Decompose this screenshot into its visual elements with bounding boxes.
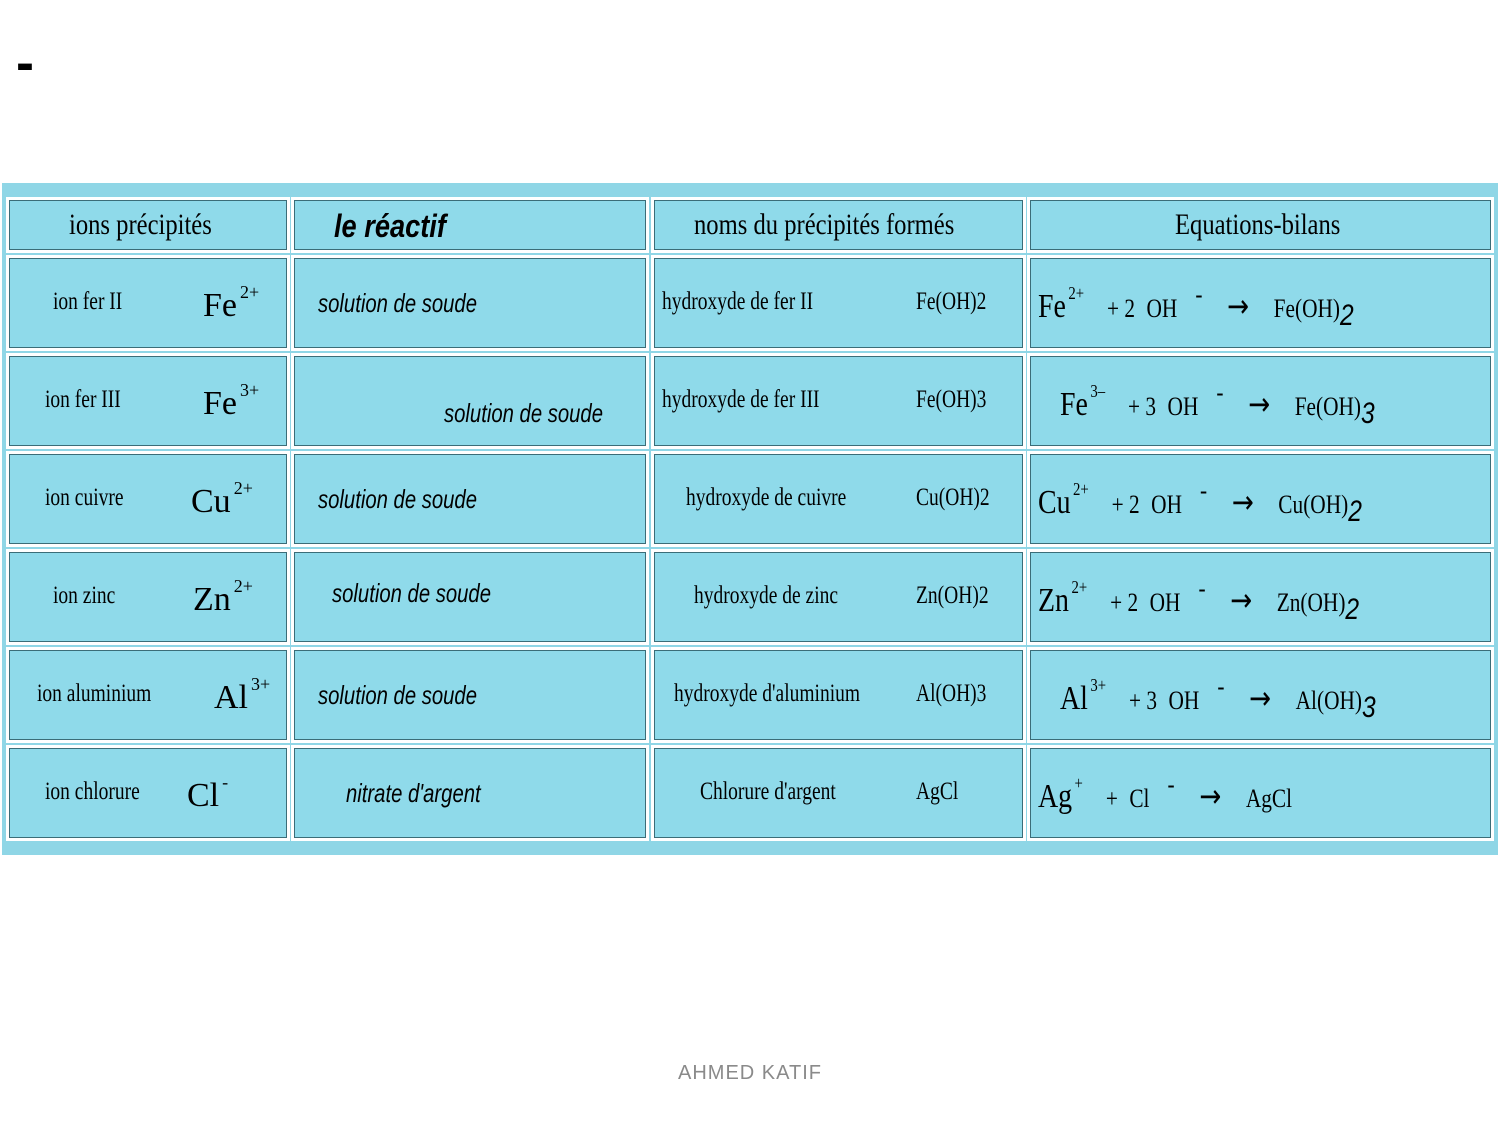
product-formula: Al(OH)3 [916,680,987,707]
equation [1038,476,1362,529]
ion-symbol [191,478,253,521]
ion-symbol-text: Fe [203,385,237,422]
equation [1038,574,1359,627]
reagent-cell [291,255,649,351]
equation-cell [1027,353,1494,449]
eq-ion: Cu [1038,484,1071,521]
eq-ion-charge: 2+ [1068,283,1085,303]
ion-cell [6,451,290,547]
eq-anion: OH [1168,686,1200,715]
ion-symbol [214,674,270,717]
product-formula: Fe(OH)2 [916,288,987,315]
eq-anion-charge: - [1200,476,1208,505]
equation [1060,378,1375,431]
reagent-text: nitrate d'argent [346,778,481,808]
reagent-text: solution de soude [318,288,477,318]
eq-ion: Al [1060,680,1088,717]
reagent-text: solution de soude [318,680,477,710]
product-cell [651,255,1026,351]
product-name: Chlorure d'argent [700,778,836,805]
eq-ion: Ag [1038,778,1073,815]
eq-anion-charge: - [1167,770,1175,799]
eq-anion-charge: - [1195,280,1203,309]
header-cell-precipites [651,197,1026,253]
eq-arrow-icon: → [1199,777,1222,815]
reagent-cell [291,647,649,743]
eq-product-subscript: 3 [1361,397,1375,430]
header-precipites: noms du précipités formés [694,208,955,241]
product-name: hydroxyde de zinc [694,582,839,609]
eq-ion-charge: 2+ [1073,479,1089,499]
eq-product: AgCl [1245,784,1293,813]
eq-arrow-icon: → [1248,385,1271,423]
product-formula: AgCl [916,778,959,805]
ion-symbol-text: Fe [203,287,237,324]
eq-coefficient: + 2 [1107,294,1136,323]
product-cell [651,451,1026,547]
eq-ion-charge: 3– [1090,381,1106,401]
ion-cell [6,353,290,449]
ion-charge: 3+ [240,380,260,400]
reagent-cell [291,451,649,547]
ion-charge: 2+ [233,478,253,498]
eq-arrow-icon: → [1231,483,1254,521]
slide-dash: - [16,33,34,93]
eq-anion: OH [1149,588,1181,617]
product-name: hydroxyde d'aluminium [674,680,861,707]
ion-name: ion chlorure [45,778,140,805]
header-cell-reactif [291,197,649,253]
eq-anion: OH [1167,392,1199,421]
eq-ion-charge: + [1074,773,1083,793]
reagent-text: solution de soude [444,398,603,428]
eq-anion-charge: - [1198,574,1206,603]
equation-cell [1027,255,1494,351]
header-cell-ions [6,197,290,253]
product-cell [651,647,1026,743]
ion-name: ion cuivre [45,484,124,511]
ion-name: ion aluminium [37,680,152,707]
equation-cell [1027,451,1494,547]
ion-charge: 2+ [233,576,253,596]
reagent-cell [291,549,649,645]
product-name: hydroxyde de fer III [662,386,820,413]
header-reactif: le réactif [334,208,446,244]
eq-arrow-icon: → [1227,287,1250,325]
product-cell [651,549,1026,645]
ion-cell [6,255,290,351]
eq-product-subscript: 3 [1361,691,1376,724]
ion-symbol-text: Al [214,679,248,716]
eq-product-subscript: 2 [1339,299,1354,332]
equation-cell [1027,745,1494,841]
eq-product: Cu(OH) [1278,490,1349,519]
product-name: hydroxyde de cuivre [686,484,847,511]
eq-ion-charge: 2+ [1071,577,1088,597]
eq-anion-charge: - [1216,378,1224,407]
reagent-text: solution de soude [332,578,491,608]
eq-product: Fe(OH) [1273,294,1340,323]
ion-symbol [193,576,253,619]
equation [1038,280,1354,333]
eq-arrow-icon: → [1249,679,1272,717]
ion-symbol-text: Cl [187,777,220,814]
equation [1038,770,1292,823]
precipitation-table [2,183,1498,855]
ion-symbol [187,772,228,815]
ion-cell [6,745,290,841]
ion-cell [6,647,290,743]
eq-ion-charge: 3+ [1090,675,1107,695]
eq-coefficient: + 3 [1129,686,1158,715]
eq-coefficient: + [1105,784,1118,813]
eq-product-subscript: 2 [1348,495,1362,528]
footer-author: AHMED KATIF [678,1062,822,1084]
eq-arrow-icon: → [1230,581,1253,619]
eq-ion: Fe [1060,386,1088,423]
product-name: hydroxyde de fer II [662,288,814,315]
eq-ion: Zn [1038,582,1069,619]
ion-charge: 2+ [240,282,260,302]
eq-anion-charge: - [1217,672,1225,701]
reagent-cell [291,745,649,841]
header-equations: Equations-bilans [1175,208,1341,241]
eq-anion: Cl [1129,784,1150,813]
eq-coefficient: + 2 [1111,490,1140,519]
product-cell [651,745,1026,841]
reagent-text: solution de soude [318,484,477,514]
equation-cell [1027,549,1494,645]
ion-cell [6,549,290,645]
ion-symbol [203,380,259,423]
product-formula: Zn(OH)2 [916,582,989,609]
ion-symbol [203,282,259,325]
reagent-cell [291,353,649,449]
ion-charge: 3+ [251,674,271,694]
header-cell-equations [1027,197,1494,253]
equation [1060,672,1376,725]
eq-coefficient: + 2 [1110,588,1139,617]
product-formula: Cu(OH)2 [916,484,990,511]
eq-ion: Fe [1038,288,1066,325]
eq-product: Al(OH) [1295,686,1362,715]
header-ions: ions précipités [69,208,212,241]
ion-name: ion zinc [53,582,116,609]
eq-product-subscript: 2 [1345,593,1360,626]
eq-product: Zn(OH) [1276,588,1346,617]
product-cell [651,353,1026,449]
equation-cell [1027,647,1494,743]
ion-symbol-text: Cu [191,483,231,520]
ion-name: ion fer II [53,288,123,315]
eq-anion: OH [1151,490,1182,519]
product-formula: Fe(OH)3 [916,386,987,413]
eq-anion: OH [1146,294,1178,323]
ion-symbol-text: Zn [193,581,231,618]
eq-product: Fe(OH) [1294,392,1362,421]
ion-charge: - [222,772,229,792]
eq-coefficient: + 3 [1128,392,1157,421]
ion-name: ion fer III [45,386,121,413]
